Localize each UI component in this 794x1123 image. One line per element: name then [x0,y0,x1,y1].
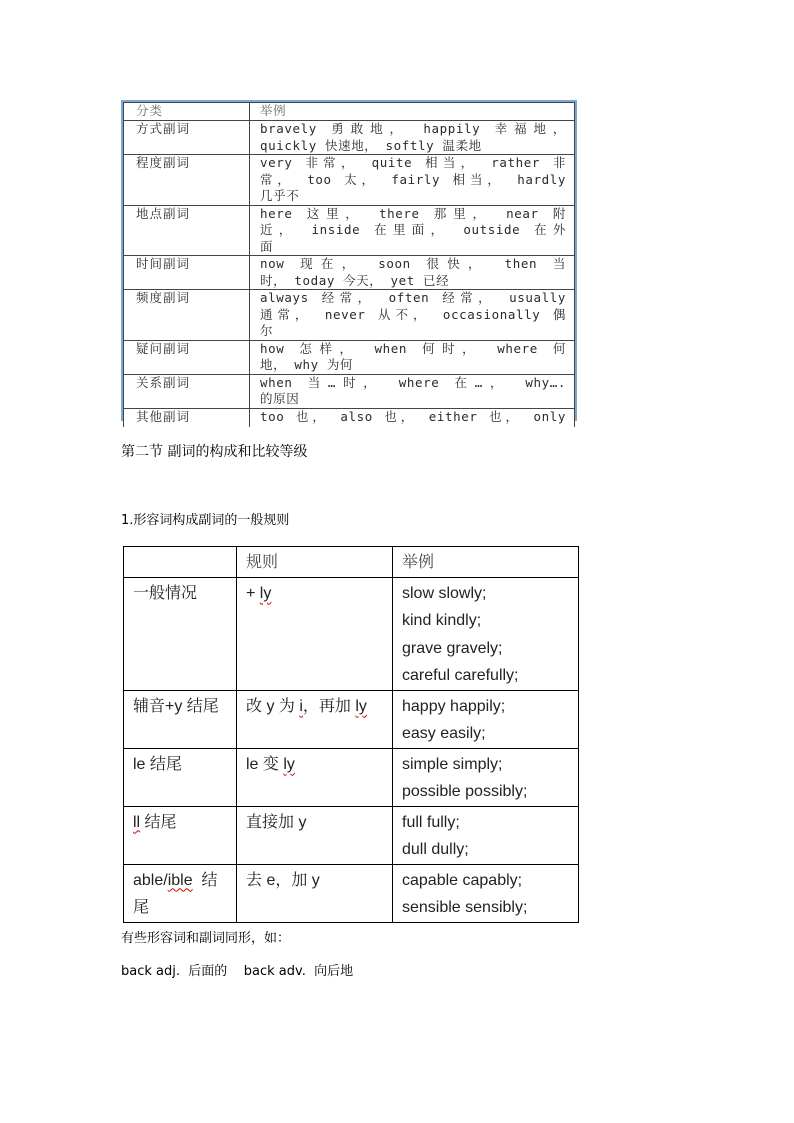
example-line: 的原因 [260,391,300,406]
category-cell: 疑问副词 [124,340,250,374]
category-cell: 关系副词 [124,374,250,408]
examples-cell [393,806,579,864]
example-line: careful carefully; [402,667,519,684]
example-line: simple simply; [402,755,503,773]
rule-cell: 去 e，加 y [237,864,393,922]
category-cell: 时间副词 [124,256,250,290]
example-line: how 怎样， when 何时， where 何 [260,340,566,356]
examples-cell [250,408,575,427]
rule-title: 1.形容词构成副词的一般规则 [121,513,290,528]
examples-cell [250,340,575,374]
example-line: 尔 [260,323,274,338]
header-blank [124,547,237,578]
rule-text: ly [259,584,272,602]
category-cell: 其他副词 [124,408,250,427]
table-row [124,690,579,748]
examples-cell [250,121,575,155]
table-header-row [124,547,579,578]
example-line: dull dully; [402,841,469,858]
case-cell: able/ible 结尾 [124,864,237,922]
examples-cell [250,374,575,408]
table-row [124,864,579,922]
example-line: 地， why 为何 [260,357,354,372]
example-line: kind kindly; [402,612,482,629]
example-line: happy happily; [402,697,506,715]
examples-cell [250,205,575,256]
example-line: very 非常， quite 相当， rather 非 [260,155,566,170]
adverb-category-grid [123,102,575,427]
table-row [124,205,575,256]
example-line: quickly 快速地， softly 温柔地 [260,137,482,153]
example-line: 几乎不 [260,188,300,203]
example-line: bravely 勇敢地， happily 幸福地， [260,121,566,136]
table-row [124,155,575,206]
example-line: 常， too 太， fairly 相当， hardly [260,171,566,187]
case-cell: ll 结尾 [124,806,237,864]
example-line: 面 [260,238,274,254]
table-header-row [124,103,575,121]
example-line: sensible sensibly; [402,899,528,916]
adverb-formation-table [123,546,579,923]
example-line: slow slowly; [402,584,487,602]
example-line: full fully; [402,813,460,831]
table-row [124,806,579,864]
example-line: too 也， also 也， either 也， only [260,408,566,424]
example-line: capable capably; [402,871,523,889]
header-examples: 举例 [393,547,579,578]
rule-cell: 改 y 为 i，再加 ly [237,690,393,748]
table-row [124,290,575,341]
example-line: when 当…时， where 在…， why…. [260,374,566,390]
category-cell: 地点副词 [124,205,250,256]
examples-cell [393,748,579,806]
rule-cell: 直接加 y [237,806,393,864]
case-cell: 一般情况 [124,577,237,690]
example-line: now 现在， soon 很快， then 当 [260,256,566,271]
example-line: here 这里， there 那里， near 附 [260,205,566,221]
adverb-category-table [121,100,577,424]
example-line: possible possibly; [402,783,528,800]
rule-cell: + ly [237,577,393,690]
table-row [124,340,575,374]
example-line: grave gravely; [402,639,503,657]
example-line: easy easily; [402,725,486,742]
examples-cell [250,155,575,206]
table-row [124,374,575,408]
table-row [124,577,579,690]
example-line: 通常， never 从不， occasionally 偶 [260,306,566,322]
examples-cell [393,690,579,748]
case-cell: 辅音+y 结尾 [124,690,237,748]
example-line: 近， inside 在里面， outside 在外 [260,222,566,237]
examples-cell [393,577,579,690]
note-text: 有些形容词和副词同形，如： [121,931,291,946]
table-row [124,256,575,290]
header-rule: 规则 [237,547,393,578]
category-cell: 方式副词 [124,121,250,155]
category-cell: 频度副词 [124,290,250,341]
rule-cell: le 变 ly [237,748,393,806]
header-examples: 举例 [250,103,575,121]
case-cell: le 结尾 [124,748,237,806]
category-cell: 程度副词 [124,155,250,206]
examples-cell [250,290,575,341]
examples-cell [250,256,575,290]
table-row [124,748,579,806]
example-sentence: back adj. 后面的 back adv. 向后地 [121,964,354,979]
header-category: 分类 [124,103,250,121]
examples-cell [393,864,579,922]
table-row [124,121,575,155]
section-title: 第二节 副词的构成和比较等级 [121,444,308,460]
table-row [124,408,575,427]
example-line: 时， today 今天， yet 已经 [260,272,450,288]
example-line: always 经常， often 经常， usually [260,290,566,305]
